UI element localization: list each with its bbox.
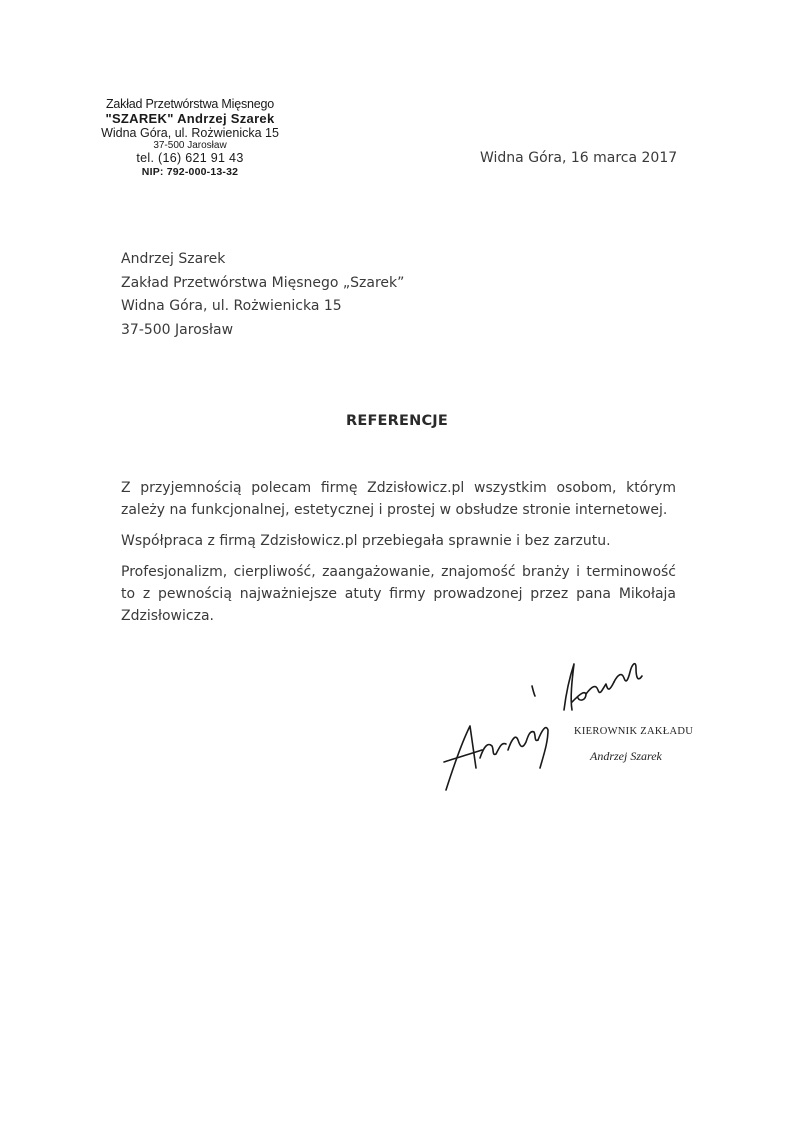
stamp-nip: NIP: 792-000-13-32 <box>141 165 239 178</box>
stamp-city: 37-500 Jarosław <box>153 139 227 151</box>
body-paragraph-2: Współpraca z firmą Zdzisłowicz.pl przebiegała sprawnie i bez zarzutu. <box>121 533 611 549</box>
document-title: REFERENCJE <box>345 413 449 429</box>
stamp-street: Widna Góra, ul. Rożwienicka 15 <box>101 125 279 140</box>
handwritten-signature <box>436 650 656 800</box>
body-paragraph-3: Profesjonalizm, cierpliwość, zaangażowanie, znajomość branży i terminowość to z pewnością najważniejsze atuty firmy prowadzonej przez pana Mikołaja Zdzisłowicza. <box>121 564 676 624</box>
letter-body <box>121 477 676 636</box>
stamp-company-type: Zakład Przetwórstwa Mięsnego <box>105 97 275 111</box>
recipient-city: 37-500 Jarosław <box>121 321 234 338</box>
stamp-phone: tel. (16) 621 91 43 <box>136 151 244 166</box>
letter-date: Widna Góra, 16 marca 2017 <box>480 150 678 166</box>
body-paragraph-1: Z przyjemnością polecam firmę Zdzisłowicz.pl wszystkim osobom, którym zależy na funkcjonalnej, estetycznej i prostej w obsłudze stronie internetowej. <box>121 480 676 518</box>
recipient-name: Andrzej Szarek <box>121 251 226 267</box>
recipient-company: Zakład Przetwórstwa Mięsnego „Szarek” <box>121 274 405 291</box>
signature-name: Andrzej Szarek <box>590 749 662 763</box>
signature-role: KIEROWNIK ZAKŁADU <box>574 726 694 737</box>
recipient-address <box>121 248 404 342</box>
signature-stamp <box>574 726 704 764</box>
recipient-street: Widna Góra, ul. Rożwienicka 15 <box>121 298 342 314</box>
stamp-company-name: "SZAREK" Andrzej Szarek <box>105 111 275 127</box>
company-stamp <box>90 98 290 178</box>
